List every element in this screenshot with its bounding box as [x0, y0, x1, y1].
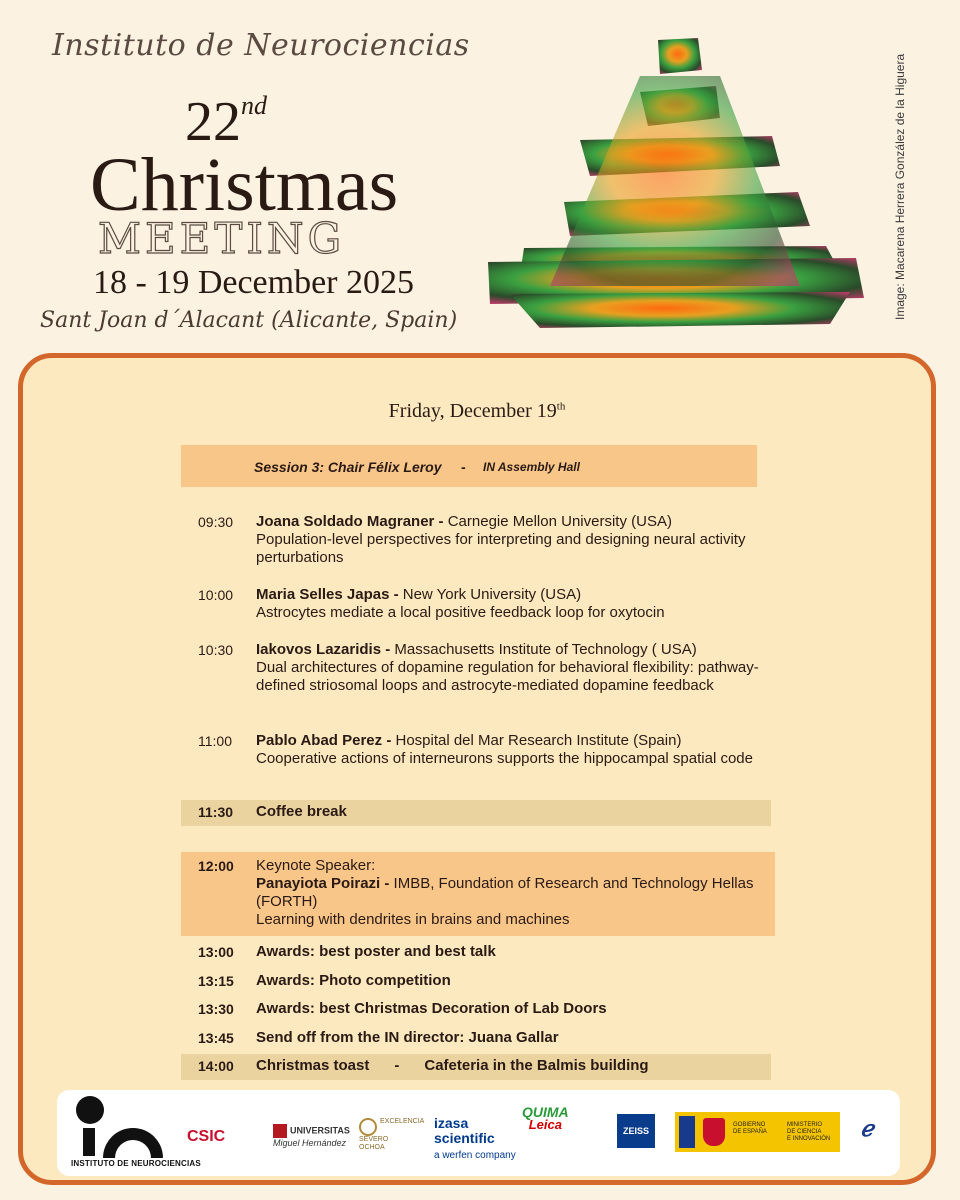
ministry-logo [675, 1112, 840, 1152]
session-separator: - [461, 459, 466, 475]
in-logo-n [103, 1128, 163, 1158]
keynote-block [181, 852, 775, 936]
keynote-speaker: Panayiota Poirazi - [256, 875, 390, 892]
min-line2: DE CIENCIA [787, 1129, 822, 1135]
talk-title: Astrocytes mediate a local positive feedback loop for oxytocin [256, 604, 665, 621]
talk-body [256, 641, 766, 695]
edition-suffix: nd [241, 91, 267, 120]
closing-row [181, 940, 771, 966]
image-credit-text: Image: Macarena Herrera González de la Higuera [893, 53, 907, 320]
severo-ochoa-logo [359, 1118, 424, 1152]
keynote-title: Learning with dendrites in brains and machines [256, 911, 570, 928]
in-logo-text: INSTITUTO DE NEUROCIENCIAS [71, 1159, 201, 1168]
eu-flag-icon [679, 1116, 695, 1148]
closing-label: Awards: best Christmas Decoration of Lab Doors [256, 1000, 607, 1017]
umh-line1: UNIVERSITAS [290, 1125, 350, 1136]
event-location: Sant Joan d´Alacant (Alicante, Spain) [40, 308, 458, 333]
talk-title: Dual architectures of dopamine regulation for behavioral flexibility: pathway-defined striosomal loops and astrocyte-mediated dopamine feedback [256, 659, 759, 694]
image-credit [893, 30, 919, 320]
csic-logo-text: CSIC [187, 1128, 226, 1145]
sponsors-footer [57, 1090, 900, 1176]
umh-logo [273, 1124, 350, 1149]
session-title: Session 3: Chair Félix Leroy [254, 459, 442, 475]
quima-text: QUIMA [522, 1104, 569, 1120]
talk-body [256, 513, 766, 567]
severo-line1: EXCELENCIA [380, 1118, 425, 1125]
session-room: IN Assembly Hall [483, 460, 580, 474]
min-line3: E INNOVACIÓN [787, 1136, 831, 1142]
keynote-heading: Keynote Speaker: [256, 857, 376, 874]
keynote-affiliation: IMBB, Foundation of Research and Technology Hellas (FORTH) [256, 875, 754, 910]
talk-time: 10:30 [198, 642, 234, 658]
event-subtitle: MEETING [98, 214, 346, 263]
closing-row [181, 997, 771, 1023]
izasa-line3: a werfen company [434, 1150, 516, 1161]
in-logo [71, 1096, 201, 1172]
umh-line2: Miguel Hernández [273, 1138, 347, 1148]
closing-time: 13:00 [198, 944, 234, 960]
talk-affiliation: Carnegie Mellon University (USA) [443, 513, 672, 530]
session-header [181, 445, 757, 487]
closing-label: Send off from the IN director: Juana Gallar [256, 1029, 559, 1046]
event-title: Christmas [90, 143, 399, 227]
talk-affiliation: Hospital del Mar Research Institute (Spain) [391, 732, 682, 749]
program-day-text: Friday, December 19 [388, 400, 557, 422]
christmas-tree-image [480, 36, 870, 336]
talk-time: 11:00 [198, 733, 232, 749]
program-day [23, 400, 931, 423]
min-line1: MINISTERIO [787, 1122, 823, 1128]
talk-body [256, 732, 766, 768]
csic-logo [187, 1128, 225, 1146]
izasa-logo [434, 1116, 516, 1163]
leica-text: Leica [528, 1117, 562, 1132]
talk-affiliation: New York University (USA) [398, 586, 582, 603]
closing-label: Awards: best poster and best talk [256, 943, 496, 960]
in-logo-dot [76, 1096, 104, 1124]
keynote-body [256, 857, 756, 929]
izasa-line2: scientific [434, 1130, 495, 1146]
talk-affiliation: Massachusetts Institute of Technology ( USA) [390, 641, 697, 658]
talk-speaker: Pablo Abad Perez - [256, 732, 392, 749]
talk-time: 09:30 [198, 514, 234, 530]
izasa-line1: izasa [434, 1115, 469, 1131]
closing-time: 13:45 [198, 1030, 234, 1046]
talk-body [256, 586, 766, 622]
severo-ochoa-ring [359, 1118, 377, 1136]
coffee-break-time: 11:30 [198, 804, 234, 820]
spain-shield-icon [703, 1118, 725, 1146]
closing-row [181, 969, 771, 995]
talk-title: Population-level perspectives for interpreting and designing neural activity perturbations [256, 531, 746, 566]
ministerio-text [787, 1122, 830, 1143]
severo-line2: SEVERO [359, 1136, 389, 1143]
talk-speaker: Joana Soldado Magraner - [256, 513, 444, 530]
closing-row [181, 1054, 771, 1080]
program-panel [18, 353, 936, 1185]
severo-line3: OCHOA [359, 1144, 385, 1151]
talk-speaker: Iakovos Lazaridis - [256, 641, 391, 658]
closing-label: Awards: Photo competition [256, 972, 451, 989]
quima-leica-logo [522, 1104, 569, 1132]
closing-time: 13:30 [198, 1001, 234, 1017]
closing-label: Christmas toast - Cafeteria in the Balmis building [256, 1057, 649, 1074]
keynote-time: 12:00 [198, 858, 234, 874]
gob-line2: DE ESPAÑA [733, 1129, 767, 1135]
event-dates: 18 - 19 December 2025 [93, 264, 415, 301]
talk-time: 10:00 [198, 587, 234, 603]
closing-time: 13:15 [198, 973, 234, 989]
coffee-break-label: Coffee break [256, 803, 347, 820]
program-day-suffix: th [556, 400, 566, 413]
gobierno-text [733, 1122, 767, 1136]
aei-logo-icon: ℯ [860, 1116, 874, 1141]
closing-time: 14:00 [198, 1058, 234, 1074]
institute-name: Instituto de Neurociencias [52, 28, 470, 63]
in-logo-i [83, 1128, 95, 1156]
talk-title: Cooperative actions of interneurons supports the hippocampal spatial code [256, 750, 753, 767]
zeiss-logo: ZEISS [617, 1114, 655, 1148]
talk-speaker: Maria Selles Japas - [256, 586, 399, 603]
umh-logo-mark [273, 1124, 287, 1138]
edition-number-value: 22 [185, 91, 241, 153]
closing-row [181, 1026, 771, 1052]
coffee-break-row [181, 800, 771, 826]
gob-line1: GOBIERNO [733, 1122, 766, 1128]
